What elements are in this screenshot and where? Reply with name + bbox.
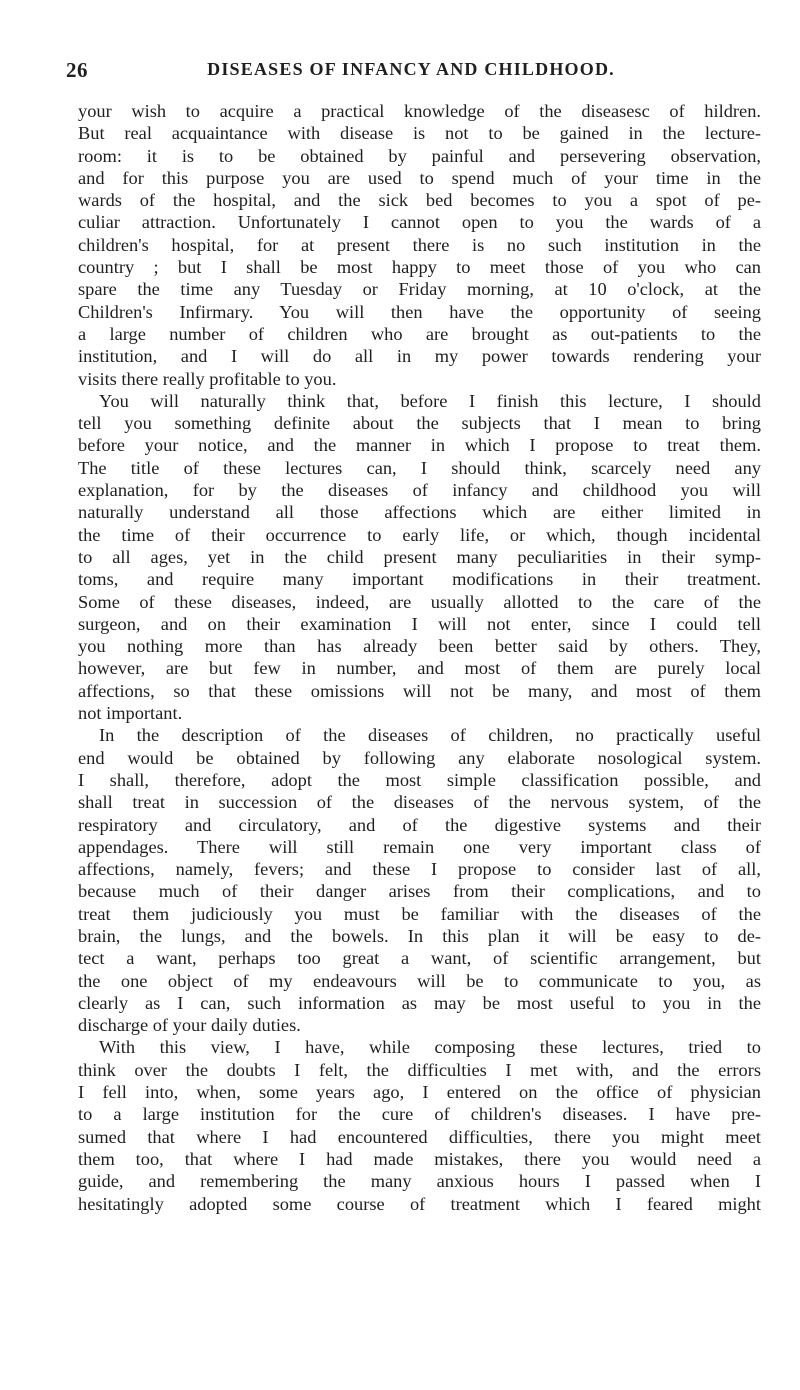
text-line: the time of their occurrence to early life, or which, though incidental (78, 524, 761, 545)
text-line: toms, and require many important modifications in their treatment. (78, 569, 761, 590)
text-line: Children's Infirmary. You will then have the opportunity of seeing (78, 301, 761, 322)
running-head: DISEASES OF INFANCY AND CHILDHOOD. (207, 59, 615, 79)
text-line: The title of these lectures can, I should think, scarcely need any (78, 457, 761, 478)
text-line: affections, so that these omissions will not be many, and most of them (78, 680, 761, 701)
text-line: tell you something definite about the subjects that I mean to bring (78, 413, 761, 434)
text-line: and for this purpose you are used to spend much of your time in the (78, 167, 761, 188)
text-line: But real acquaintance with disease is not to be gained in the lecture- (78, 123, 761, 144)
text-line: In the description of the diseases of children, no practically useful (99, 725, 761, 746)
text-line: however, are but few in number, and most of them are purely local (78, 658, 761, 679)
text-line: to a large institution for the cure of children's diseases. I have pre- (78, 1104, 761, 1125)
text-line: tect a want, perhaps too great a want, of scientific arrangement, but (78, 948, 761, 969)
text-line: I shall, therefore, adopt the most simple classification possible, and (78, 769, 761, 790)
text-line: clearly as I can, such information as may be most useful to you in the (78, 992, 761, 1013)
text-line: not important. (78, 703, 183, 724)
text-line: end would be obtained by following any elaborate nosological system. (78, 747, 761, 768)
text-line: hesitatingly adopted some course of treatment which I feared might (78, 1193, 761, 1214)
text-line: the one object of my endeavours will be to communicate to you, as (78, 970, 761, 991)
text-line: guide, and remembering the many anxious hours I passed when I (78, 1171, 761, 1192)
text-line: Some of these diseases, indeed, are usually allotted to the care of the (78, 591, 761, 612)
text-line: visits there really profitable to you. (78, 368, 337, 389)
text-line: shall treat in succession of the diseases of the nervous system, of the (78, 792, 761, 813)
page-number: 26 (66, 58, 88, 82)
text-line: spare the time any Tuesday or Friday morning, at 10 o'clock, at the (78, 279, 761, 300)
body-text (78, 100, 761, 1215)
text-line: before your notice, and the manner in which I propose to treat them. (78, 435, 761, 456)
text-line: You will naturally think that, before I finish this lecture, I should (99, 390, 761, 411)
text-line: surgeon, and on their examination I will not enter, since I could tell (78, 613, 761, 634)
text-line: because much of their danger arises from their complications, and to (78, 881, 761, 902)
text-line: explanation, for by the diseases of infancy and childhood you will (78, 480, 761, 501)
text-line: them too, that where I had made mistakes, there you would need a (78, 1148, 761, 1169)
text-line: country ; but I shall be most happy to meet those of you who can (78, 257, 761, 278)
page-header (66, 58, 756, 82)
text-line: I fell into, when, some years ago, I entered on the office of physician (78, 1082, 761, 1103)
text-line: culiar attraction. Unfortunately I cannot open to you the wards of a (78, 212, 761, 233)
text-line: you nothing more than has already been better said by others. They, (78, 636, 761, 657)
text-line: think over the doubts I felt, the difficulties I met with, and the errors (78, 1059, 761, 1080)
text-line: sumed that where I had encountered difficulties, there you might meet (78, 1126, 761, 1147)
text-line: respiratory and circulatory, and of the digestive systems and their (78, 814, 761, 835)
text-line: institution, and I will do all in my power towards rendering your (78, 346, 761, 367)
text-line: children's hospital, for at present there is no such institution in the (78, 234, 761, 255)
text-line: naturally understand all those affections which are either limited in (78, 502, 761, 523)
text-line: brain, the lungs, and the bowels. In this plan it will be easy to de- (78, 925, 761, 946)
text-line: your wish to acquire a practical knowledge of the diseasesc of hildren. (78, 101, 761, 121)
text-line: discharge of your daily duties. (78, 1015, 301, 1036)
text-line: treat them judiciously you must be familiar with the diseases of the (78, 903, 761, 924)
text-line: a large number of children who are brought as out-patients to the (78, 323, 761, 344)
text-line: wards of the hospital, and the sick bed becomes to you a spot of pe- (78, 190, 761, 211)
text-line: to all ages, yet in the child present many peculiarities in their symp- (78, 546, 761, 567)
text-line: appendages. There will still remain one very important class of (78, 836, 761, 857)
text-line: affections, namely, fevers; and these I propose to consider last of all, (78, 859, 761, 880)
text-line: With this view, I have, while composing these lectures, tried to (99, 1037, 761, 1058)
text-line: room: it is to be obtained by painful and persevering observation, (78, 145, 761, 166)
